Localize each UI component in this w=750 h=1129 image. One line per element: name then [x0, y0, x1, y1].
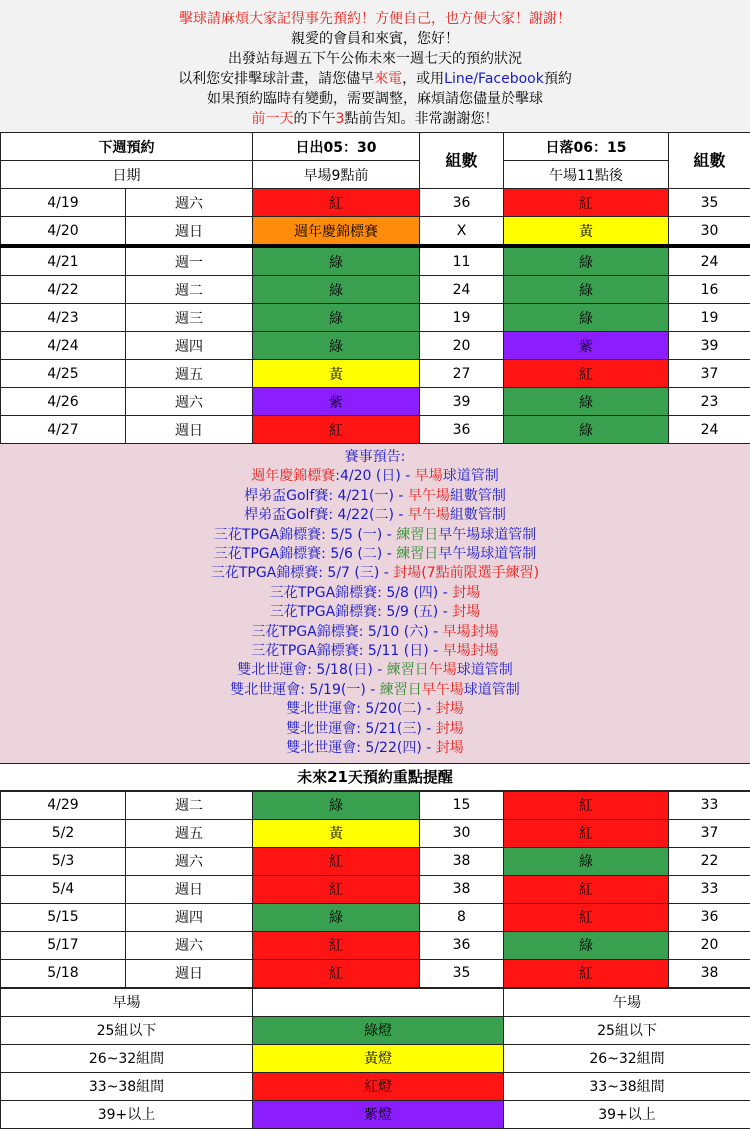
- weekly-booking-table: [0, 132, 750, 444]
- afternoon-groups-cell: 16: [669, 276, 750, 304]
- morning-groups-cell: 38: [420, 875, 504, 903]
- morning-groups-cell: 30: [420, 819, 504, 847]
- schedule-line: 出發站每週五下午公佈未來一週七天的預約狀況: [0, 49, 750, 69]
- afternoon-header: 午場11點後: [504, 161, 669, 189]
- weekday-cell: 週日: [126, 875, 253, 903]
- sunset-header: 日落06：15: [504, 133, 669, 161]
- notice-segment: 早場: [415, 468, 443, 484]
- morning-groups-cell: 36: [420, 931, 504, 959]
- notice-segment: 練習日: [387, 662, 429, 678]
- future-title: 未來21天預約重點提醒: [0, 763, 750, 791]
- reminder-line: 擊球請麻煩大家記得事先預約！方便自己，也方便大家！謝謝！: [0, 9, 750, 29]
- date-cell: 5/2: [1, 819, 126, 847]
- weekday-cell: 週三: [126, 304, 253, 332]
- legend-table: [0, 988, 750, 1129]
- afternoon-status-cell: 紅: [504, 791, 669, 819]
- morning-status-cell: 黃: [253, 360, 420, 388]
- booking-row: [1, 246, 750, 276]
- greeting-line: 親愛的會員和來賓，您好！: [0, 29, 750, 49]
- afternoon-groups-cell: 38: [669, 959, 750, 987]
- afternoon-status-cell: 綠: [504, 931, 669, 959]
- date-cell: 5/4: [1, 875, 126, 903]
- morning-status-cell: 綠: [253, 332, 420, 360]
- date-cell: 4/27: [1, 416, 126, 444]
- weekday-cell: 週二: [126, 276, 253, 304]
- morning-status-cell: 週年慶錦標賽: [253, 217, 420, 247]
- notice-segment: 封場: [452, 585, 480, 601]
- notice-line: [0, 681, 750, 700]
- legend-range-am: 26~32組間: [1, 1044, 253, 1072]
- morning-groups-cell: 19: [420, 304, 504, 332]
- next-week-header: 下週預約: [1, 133, 253, 161]
- legend-row: [1, 1072, 750, 1100]
- notice-line: [0, 700, 750, 719]
- notice-line: [0, 720, 750, 739]
- notice-segment: 雙北世運會: 5/21(三) -: [286, 721, 435, 737]
- date-cell: 5/3: [1, 847, 126, 875]
- booking-row: [1, 189, 750, 217]
- date-cell: 4/25: [1, 360, 126, 388]
- afternoon-groups-cell: 20: [669, 931, 750, 959]
- weekday-cell: 週四: [126, 332, 253, 360]
- booking-row: [1, 791, 750, 819]
- notice-segment: 雙北世運會: 5/18(日) -: [237, 662, 386, 678]
- booking-row: [1, 931, 750, 959]
- notice-line: [0, 487, 750, 506]
- afternoon-groups-cell: 23: [669, 388, 750, 416]
- afternoon-status-cell: 紫: [504, 332, 669, 360]
- legend-range-am: 39+以上: [1, 1100, 253, 1128]
- afternoon-status-cell: 紅: [504, 189, 669, 217]
- afternoon-status-cell: 紅: [504, 819, 669, 847]
- notice-segment: 組數管制: [450, 488, 506, 504]
- weekday-cell: 週一: [126, 246, 253, 276]
- legend-row: [1, 1044, 750, 1072]
- notice-title: 賽事預告:: [0, 448, 750, 467]
- notice-segment: 早場封場: [443, 624, 499, 640]
- afternoon-status-cell: 綠: [504, 416, 669, 444]
- notice-segment: 三花TPGA錦標賽: 5/11 (日) -: [251, 643, 442, 659]
- booking-row: [1, 847, 750, 875]
- legend-light: 紫燈: [253, 1100, 504, 1128]
- morning-groups-cell: 35: [420, 959, 504, 987]
- date-cell: 5/17: [1, 931, 126, 959]
- legend-row: [1, 1100, 750, 1128]
- notice-segment: 早午場球道管制: [438, 527, 536, 543]
- morning-header: 早場9點前: [253, 161, 420, 189]
- weekday-cell: 週五: [126, 360, 253, 388]
- afternoon-groups-cell: 33: [669, 875, 750, 903]
- legend-row: [1, 1016, 750, 1044]
- booking-row: [1, 416, 750, 444]
- notice-line: [0, 642, 750, 661]
- future-booking-table: [0, 791, 750, 988]
- notice-segment: 組數管制: [450, 507, 506, 523]
- afternoon-groups-cell: 19: [669, 304, 750, 332]
- booking-row: [1, 903, 750, 931]
- weekday-cell: 週日: [126, 217, 253, 247]
- notice-line: [0, 661, 750, 680]
- notice-segment: :4/20 (日) -: [335, 468, 414, 484]
- morning-status-cell: 黃: [253, 819, 420, 847]
- afternoon-status-cell: 綠: [504, 388, 669, 416]
- legend-blank: [253, 988, 504, 1016]
- weekday-cell: 週五: [126, 819, 253, 847]
- date-cell: 4/20: [1, 217, 126, 247]
- deadline-line: 前一天的下午3點前告知。非常謝謝您！: [0, 109, 750, 129]
- weekday-cell: 週六: [126, 388, 253, 416]
- morning-status-cell: 紅: [253, 416, 420, 444]
- notice-segment: 雙北世運會: 5/20(二) -: [286, 701, 435, 717]
- notice-segment: 雙北世運會: 5/19(一) -: [230, 682, 379, 698]
- booking-row: [1, 276, 750, 304]
- date-cell: 4/21: [1, 246, 126, 276]
- notice-line: [0, 506, 750, 525]
- afternoon-groups-cell: 39: [669, 332, 750, 360]
- legend-morning-header: 早場: [1, 988, 253, 1016]
- date-cell: 4/23: [1, 304, 126, 332]
- booking-row: [1, 388, 750, 416]
- date-cell: 4/19: [1, 189, 126, 217]
- booking-row: [1, 360, 750, 388]
- morning-status-cell: 綠: [253, 304, 420, 332]
- notice-segment: 封場: [436, 721, 464, 737]
- notice-segment: 封場: [436, 701, 464, 717]
- morning-status-cell: 紅: [253, 875, 420, 903]
- weekday-cell: 週二: [126, 791, 253, 819]
- notice-line: [0, 545, 750, 564]
- morning-status-cell: 綠: [253, 903, 420, 931]
- morning-status-cell: 綠: [253, 276, 420, 304]
- legend-range-pm: 39+以上: [504, 1100, 750, 1128]
- morning-groups-cell: 20: [420, 332, 504, 360]
- notice-line: [0, 526, 750, 545]
- notice-segment: 封場(7點前限選手練習): [393, 565, 539, 581]
- weekday-cell: 週六: [126, 189, 253, 217]
- afternoon-status-cell: 紅: [504, 903, 669, 931]
- change-line: 如果預約臨時有變動，需要調整，麻煩請您儘量於擊球: [0, 89, 750, 109]
- notice-segment: 早場封場: [443, 643, 499, 659]
- weekday-cell: 週四: [126, 903, 253, 931]
- date-cell: 4/24: [1, 332, 126, 360]
- morning-status-cell: 紅: [253, 189, 420, 217]
- notice-segment: 早午場: [408, 507, 450, 523]
- afternoon-status-cell: 綠: [504, 847, 669, 875]
- notice-segment: 練習日: [380, 682, 422, 698]
- legend-range-pm: 25組以下: [504, 1016, 750, 1044]
- booking-row: [1, 332, 750, 360]
- morning-groups-cell: 36: [420, 416, 504, 444]
- morning-groups-cell: 8: [420, 903, 504, 931]
- notice-segment: 練習日: [396, 527, 438, 543]
- legend-afternoon-header: 午場: [504, 988, 750, 1016]
- am-groups-header: 組數: [420, 133, 504, 189]
- afternoon-status-cell: 黃: [504, 217, 669, 247]
- afternoon-groups-cell: 37: [669, 819, 750, 847]
- notice-segment: 封場: [436, 740, 464, 756]
- notice-segment: 早午場球道管制: [438, 546, 536, 562]
- booking-row: [1, 304, 750, 332]
- afternoon-groups-cell: 37: [669, 360, 750, 388]
- notice-segment: 三花TPGA錦標賽: 5/10 (六) -: [251, 624, 442, 640]
- morning-status-cell: 紅: [253, 959, 420, 987]
- announcement-header: [0, 0, 750, 132]
- afternoon-status-cell: 綠: [504, 246, 669, 276]
- morning-status-cell: 紫: [253, 388, 420, 416]
- notice-segment: 球道管制: [443, 468, 499, 484]
- afternoon-status-cell: 綠: [504, 304, 669, 332]
- afternoon-groups-cell: 33: [669, 791, 750, 819]
- afternoon-status-cell: 紅: [504, 360, 669, 388]
- notice-segment: 早午場: [408, 488, 450, 504]
- notice-segment: 球道管制: [464, 682, 520, 698]
- morning-groups-cell: 11: [420, 246, 504, 276]
- afternoon-groups-cell: 24: [669, 246, 750, 276]
- notice-segment: 桿弟盃Golf賽: 4/21(一) -: [244, 488, 408, 504]
- notice-segment: 三花TPGA錦標賽: 5/8 (四) -: [270, 585, 452, 601]
- morning-groups-cell: 39: [420, 388, 504, 416]
- notice-segment: 午場: [429, 662, 457, 678]
- morning-groups-cell: 36: [420, 189, 504, 217]
- booking-row: [1, 959, 750, 987]
- legend-range-pm: 26~32組間: [504, 1044, 750, 1072]
- weekday-cell: 週日: [126, 416, 253, 444]
- legend-range-pm: 33~38組間: [504, 1072, 750, 1100]
- date-cell: 4/29: [1, 791, 126, 819]
- notice-segment: 桿弟盃Golf賽: 4/22(二) -: [244, 507, 408, 523]
- notice-segment: 練習日: [396, 546, 438, 562]
- afternoon-groups-cell: 30: [669, 217, 750, 247]
- date-cell: 4/26: [1, 388, 126, 416]
- notice-segment: 三花TPGA錦標賽: 5/9 (五) -: [270, 604, 452, 620]
- morning-groups-cell: 38: [420, 847, 504, 875]
- notice-segment: 週年慶錦標賽: [251, 468, 335, 484]
- afternoon-status-cell: 綠: [504, 276, 669, 304]
- morning-status-cell: 紅: [253, 931, 420, 959]
- morning-groups-cell: X: [420, 217, 504, 247]
- booking-row: [1, 875, 750, 903]
- morning-status-cell: 綠: [253, 246, 420, 276]
- notice-segment: 雙北世運會: 5/22(四) -: [286, 740, 435, 756]
- afternoon-groups-cell: 35: [669, 189, 750, 217]
- weekday-cell: 週六: [126, 931, 253, 959]
- legend-range-am: 25組以下: [1, 1016, 253, 1044]
- afternoon-status-cell: 紅: [504, 875, 669, 903]
- notice-segment: 早午場: [422, 682, 464, 698]
- weekday-cell: 週六: [126, 847, 253, 875]
- notice-line: [0, 467, 750, 486]
- afternoon-status-cell: 紅: [504, 959, 669, 987]
- event-notice: [0, 444, 750, 763]
- date-header: 日期: [1, 161, 253, 189]
- legend-light: 黃燈: [253, 1044, 504, 1072]
- notice-segment: 封場: [452, 604, 480, 620]
- notice-segment: 三花TPGA錦標賽: 5/7 (三) -: [211, 565, 393, 581]
- notice-line: [0, 564, 750, 583]
- notice-line: [0, 603, 750, 622]
- notice-segment: 球道管制: [457, 662, 513, 678]
- legend-range-am: 33~38組間: [1, 1072, 253, 1100]
- booking-row: [1, 217, 750, 247]
- morning-status-cell: 紅: [253, 847, 420, 875]
- sunrise-header: 日出05：30: [253, 133, 420, 161]
- morning-groups-cell: 27: [420, 360, 504, 388]
- notice-line: [0, 739, 750, 758]
- notice-segment: 三花TPGA錦標賽: 5/6 (二) -: [214, 546, 396, 562]
- weekday-cell: 週日: [126, 959, 253, 987]
- contact-line: 以利您安排擊球計畫，請您儘早來電，或用Line/Facebook預約: [0, 69, 750, 89]
- afternoon-groups-cell: 36: [669, 903, 750, 931]
- notice-segment: 三花TPGA錦標賽: 5/5 (一) -: [214, 527, 396, 543]
- booking-row: [1, 819, 750, 847]
- legend-light: 綠燈: [253, 1016, 504, 1044]
- morning-groups-cell: 24: [420, 276, 504, 304]
- afternoon-groups-cell: 22: [669, 847, 750, 875]
- afternoon-groups-cell: 24: [669, 416, 750, 444]
- notice-line: [0, 584, 750, 603]
- morning-status-cell: 綠: [253, 791, 420, 819]
- date-cell: 5/15: [1, 903, 126, 931]
- date-cell: 5/18: [1, 959, 126, 987]
- morning-groups-cell: 15: [420, 791, 504, 819]
- pm-groups-header: 組數: [669, 133, 750, 189]
- notice-line: [0, 623, 750, 642]
- date-cell: 4/22: [1, 276, 126, 304]
- legend-light: 紅燈: [253, 1072, 504, 1100]
